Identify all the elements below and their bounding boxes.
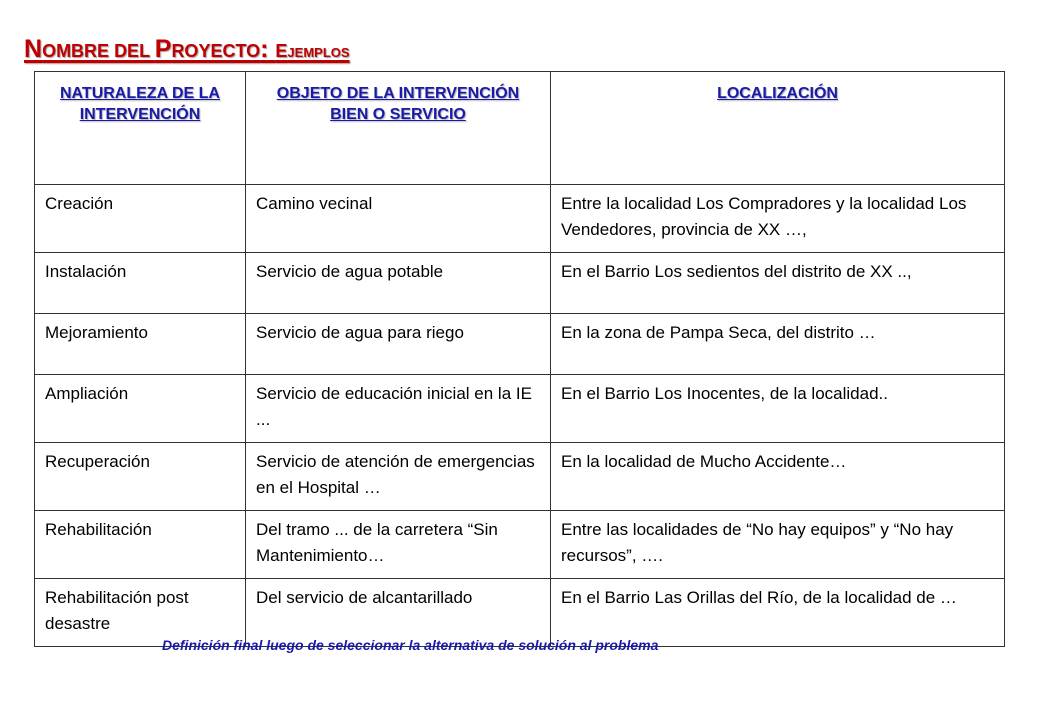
cell-naturaleza: Rehabilitación <box>35 511 246 579</box>
cell-naturaleza: Mejoramiento <box>35 314 246 375</box>
title-part-nombre: OMBRE DEL <box>42 41 155 61</box>
table-row <box>35 511 1005 579</box>
header-localizacion-label: LOCALIZACIÓN <box>717 85 838 102</box>
title-part-proyecto: ROYECTO <box>171 41 261 61</box>
header-naturaleza-label: NATURALEZA DE LA INTERVENCIÓN <box>60 85 220 123</box>
cell-objeto: Servicio de educación inicial en la IE ... <box>246 375 551 443</box>
title-initial-n: N <box>24 35 43 63</box>
cell-localizacion: Entre la localidad Los Compradores y la localidad Los Vendedores, provincia de XX …, <box>551 185 1005 253</box>
cell-objeto: Servicio de agua para riego <box>246 314 551 375</box>
cell-naturaleza: Recuperación <box>35 443 246 511</box>
cell-localizacion: Entre las localidades de “No hay equipos” y “No hay recursos”, …. <box>551 511 1005 579</box>
table-row <box>35 314 1005 375</box>
cell-localizacion: En el Barrio Los sedientos del distrito de XX .., <box>551 253 1005 314</box>
cell-objeto: Del servicio de alcantarillado <box>246 579 551 647</box>
page-title <box>24 30 350 62</box>
cell-localizacion: En el Barrio Las Orillas del Río, de la localidad de … <box>551 579 1005 647</box>
table-row <box>35 443 1005 511</box>
header-localizacion <box>551 72 1005 185</box>
cell-localizacion: En la zona de Pampa Seca, del distrito … <box>551 314 1005 375</box>
cell-objeto: Servicio de agua potable <box>246 253 551 314</box>
cell-naturaleza: Rehabilitación post desastre <box>35 579 246 647</box>
table-row <box>35 185 1005 253</box>
table-row <box>35 375 1005 443</box>
title-initial-e: E <box>275 41 288 61</box>
cell-naturaleza: Creación <box>35 185 246 253</box>
cell-objeto: Del tramo ... de la carretera “Sin Mantenimiento… <box>246 511 551 579</box>
title-part-ejemplos: JEMPLOS <box>287 45 350 60</box>
cell-objeto: Servicio de atención de emergencias en el Hospital … <box>246 443 551 511</box>
cell-localizacion: En el Barrio Los Inocentes, de la localidad.. <box>551 375 1005 443</box>
title-colon: : <box>260 35 276 63</box>
footnote: Definición final luego de seleccionar la alternativa de solución al problema <box>162 637 659 653</box>
header-naturaleza <box>35 72 246 185</box>
header-objeto-label: OBJETO DE LA INTERVENCIÓN <box>276 85 520 102</box>
table-row <box>35 253 1005 314</box>
cell-naturaleza: Instalación <box>35 253 246 314</box>
header-bien-servicio-label: BIEN O SERVICIO <box>330 105 466 123</box>
examples-table <box>34 71 1005 647</box>
cell-localizacion: En la localidad de Mucho Accidente… <box>551 443 1005 511</box>
header-objeto <box>246 72 551 185</box>
cell-objeto: Camino vecinal <box>246 185 551 253</box>
table-header-row <box>35 72 1005 185</box>
cell-naturaleza: Ampliación <box>35 375 246 443</box>
title-initial-p: P <box>154 35 172 63</box>
